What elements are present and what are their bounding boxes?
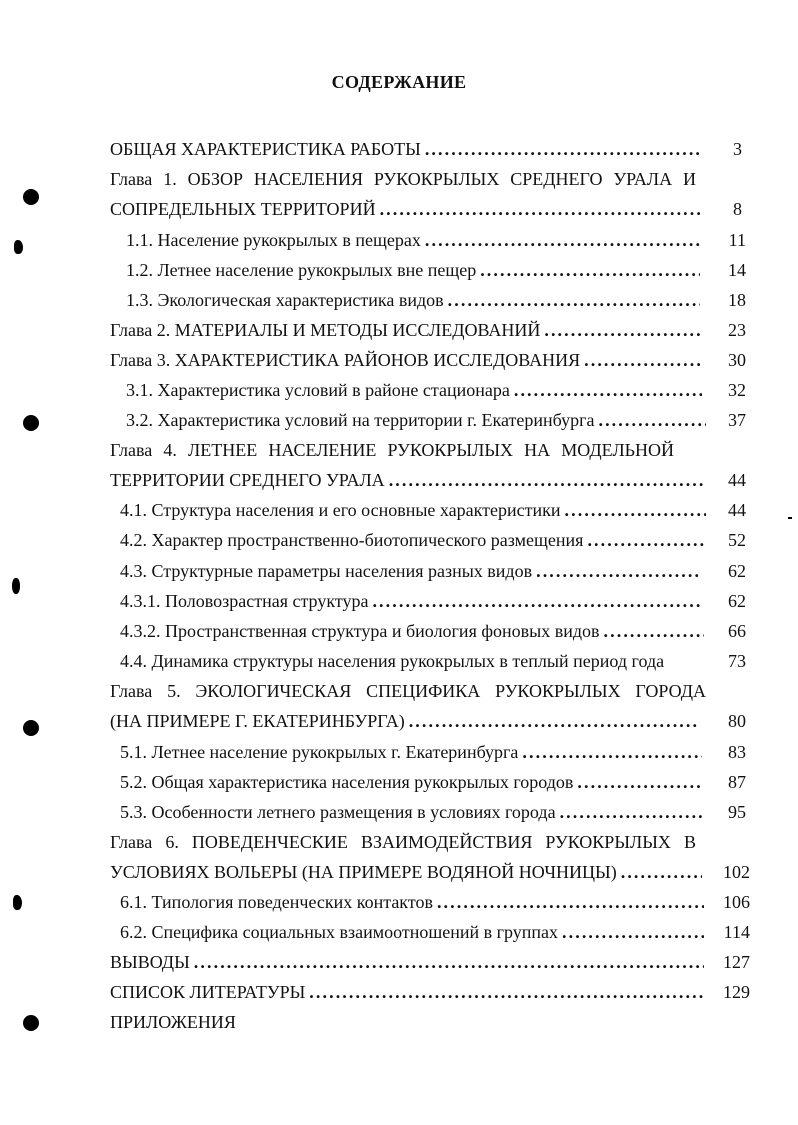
toc-entry-label: 4.3.2. Пространственная структура и биология фоновых видов xyxy=(120,621,600,641)
toc-entry[interactable]: Глава 5. ЭКОЛОГИЧЕСКАЯ СПЕЦИФИКА РУКОКРЫЛЫХ ГОРОДА xyxy=(110,681,706,701)
scan-speck xyxy=(788,517,792,519)
toc-entry-label: СПИСОК ЛИТЕРАТУРЫ xyxy=(110,982,306,1002)
toc-entry-label: ОБЩАЯ ХАРАКТЕРИСТИКА РАБОТЫ xyxy=(110,139,421,159)
dot-leader xyxy=(518,737,702,767)
toc-entry-label: ВЫВОДЫ xyxy=(110,952,190,972)
toc-page-number: 95 xyxy=(728,802,746,822)
toc-entry[interactable]: Глава 6. ПОВЕДЕНЧЕСКИЕ ВЗАИМОДЕЙСТВИЯ РУКОКРЫЛЫХ В xyxy=(110,832,696,852)
toc-entry-label: 3.1. Характеристика условий в районе стационара xyxy=(126,380,510,400)
toc-entry[interactable] xyxy=(120,525,704,555)
toc-entry[interactable] xyxy=(120,616,704,646)
toc-entry-label: 6.2. Специфика социальных взаимоотношений в группах xyxy=(120,922,559,942)
toc-entry[interactable] xyxy=(126,405,706,435)
toc-entry[interactable] xyxy=(126,375,702,405)
toc-page-number: 114 xyxy=(723,922,750,942)
dot-leader xyxy=(476,255,700,285)
toc-page-number: 18 xyxy=(728,290,746,310)
dot-leader xyxy=(433,887,704,917)
toc-entry[interactable] xyxy=(120,797,702,827)
dot-leader xyxy=(600,616,704,646)
toc-entry-label: 1.1. Население рукокрылых в пещерах xyxy=(126,230,421,250)
toc-entry-label: 1.2. Летнее население рукокрылых вне пещер xyxy=(126,260,477,280)
toc-page-number: 83 xyxy=(728,742,746,762)
dot-leader xyxy=(583,525,704,555)
toc-entry[interactable] xyxy=(120,767,702,797)
toc-entry[interactable] xyxy=(120,887,704,917)
toc-page-number: 87 xyxy=(728,772,746,792)
dot-leader xyxy=(368,586,702,616)
toc-page-number: 62 xyxy=(728,561,746,581)
toc-entry-label: 4.2. Характер пространственно-биотопического размещения xyxy=(120,530,584,550)
toc-entry[interactable] xyxy=(110,857,702,887)
scan-speck xyxy=(14,240,23,254)
toc-entry-label: 5.1. Летнее население рукокрылых г. Екатеринбурга xyxy=(120,742,519,762)
dot-leader xyxy=(580,345,702,375)
toc-entry-label: (НА ПРИМЕРЕ Г. ЕКАТЕРИНБУРГА) xyxy=(110,711,405,731)
dot-leader xyxy=(558,917,704,947)
toc-entry-label: 1.3. Экологическая характеристика видов xyxy=(126,290,444,310)
toc-page-number: 30 xyxy=(728,350,746,370)
toc-entry[interactable] xyxy=(126,285,700,315)
binder-hole xyxy=(23,415,39,431)
binder-hole xyxy=(23,720,39,736)
toc-entry[interactable] xyxy=(126,255,700,285)
toc-entry[interactable] xyxy=(120,556,702,586)
toc-page-number: 11 xyxy=(728,230,746,250)
toc-entry-label: СОПРЕДЕЛЬНЫХ ТЕРРИТОРИЙ xyxy=(110,199,376,219)
toc-entry[interactable] xyxy=(110,977,704,1007)
toc-page-number: 52 xyxy=(728,530,746,550)
toc-page-number: 62 xyxy=(728,591,746,611)
toc-entry[interactable] xyxy=(110,345,702,375)
binder-hole xyxy=(23,189,39,205)
dot-leader xyxy=(510,375,702,405)
toc-entry[interactable]: Глава 1. ОБЗОР НАСЕЛЕНИЯ РУКОКРЫЛЫХ СРЕДНЕГО УРАЛА И xyxy=(110,169,696,189)
toc-page-number: 127 xyxy=(723,952,750,972)
dot-leader xyxy=(617,857,702,887)
toc-entry[interactable] xyxy=(120,737,702,767)
dot-leader xyxy=(556,797,702,827)
toc-page-number: 80 xyxy=(728,711,746,731)
toc-page-number: 8 xyxy=(733,199,742,219)
toc-entry-label: 5.2. Общая характеристика населения рукокрылых городов xyxy=(120,772,574,792)
toc-entry[interactable] xyxy=(126,225,700,255)
toc-entry-label: 4.1. Структура населения и его основные характеристики xyxy=(120,500,561,520)
dot-leader xyxy=(405,706,700,736)
toc-page-number: 37 xyxy=(728,410,746,430)
dot-leader xyxy=(540,315,700,345)
toc-entry-label: 6.1. Типология поведенческих контактов xyxy=(120,892,433,912)
toc-page-number: 14 xyxy=(728,260,746,280)
toc-page-number: 102 xyxy=(723,862,750,882)
toc-entry[interactable]: ПРИЛОЖЕНИЯ xyxy=(110,1012,236,1032)
scan-speck xyxy=(13,895,22,910)
toc-page-number: 44 xyxy=(728,470,746,490)
dot-leader xyxy=(421,225,700,255)
dot-leader xyxy=(376,194,700,224)
scan-speck xyxy=(12,578,20,594)
toc-page-number: 73 xyxy=(728,651,746,671)
toc-entry[interactable] xyxy=(110,315,700,345)
toc-entry-label: ТЕРРИТОРИИ СРЕДНЕГО УРАЛА xyxy=(110,470,385,490)
toc-entry-label: УСЛОВИЯХ ВОЛЬЕРЫ (НА ПРИМЕРЕ ВОДЯНОЙ НОЧНИЦЫ) xyxy=(110,862,617,882)
toc-entry[interactable] xyxy=(110,465,706,495)
toc-page-number: 3 xyxy=(733,139,742,159)
toc-entry[interactable] xyxy=(120,495,706,525)
toc-entry-label: 4.3. Структурные параметры населения разных видов xyxy=(120,561,533,581)
toc-entry-label: Глава 3. ХАРАКТЕРИСТИКА РАЙОНОВ ИССЛЕДОВАНИЯ xyxy=(110,350,581,370)
dot-leader xyxy=(594,405,706,435)
toc-entry-label: Глава 2. МАТЕРИАЛЫ И МЕТОДЫ ИССЛЕДОВАНИЙ xyxy=(110,320,541,340)
toc-title: СОДЕРЖАНИЕ xyxy=(331,72,467,92)
toc-entry[interactable] xyxy=(120,586,702,616)
toc-entry-label: 4.3.1. Половозрастная структура xyxy=(120,591,369,611)
toc-entry[interactable]: 4.4. Динамика структуры населения рукокрылых в теплый период года xyxy=(120,651,665,671)
dot-leader xyxy=(385,465,706,495)
toc-entry-label: 5.3. Особенности летнего размещения в условиях города xyxy=(120,802,556,822)
dot-leader xyxy=(444,285,700,315)
toc-page-number: 44 xyxy=(728,500,746,520)
dot-leader xyxy=(190,947,704,977)
toc-page-number: 129 xyxy=(723,982,750,1002)
toc-entry[interactable] xyxy=(110,194,700,224)
toc-entry[interactable] xyxy=(120,917,704,947)
dot-leader xyxy=(305,977,704,1007)
toc-entry[interactable] xyxy=(110,947,704,977)
dot-leader xyxy=(573,767,702,797)
toc-entry[interactable] xyxy=(110,134,700,164)
toc-entry-label: 3.2. Характеристика условий на территории г. Екатеринбурга xyxy=(126,410,595,430)
toc-entry[interactable]: Глава 4. ЛЕТНЕЕ НАСЕЛЕНИЕ РУКОКРЫЛЫХ НА МОДЕЛЬНОЙ xyxy=(110,440,674,460)
dot-leader xyxy=(561,495,706,525)
toc-page-number: 106 xyxy=(723,892,750,912)
dot-leader xyxy=(532,556,702,586)
binder-hole xyxy=(23,1015,39,1031)
toc-page-number: 66 xyxy=(728,621,746,641)
toc-page-number: 23 xyxy=(728,320,746,340)
dot-leader xyxy=(421,134,700,164)
toc-page-number: 32 xyxy=(728,380,746,400)
toc-entry[interactable] xyxy=(110,706,700,736)
